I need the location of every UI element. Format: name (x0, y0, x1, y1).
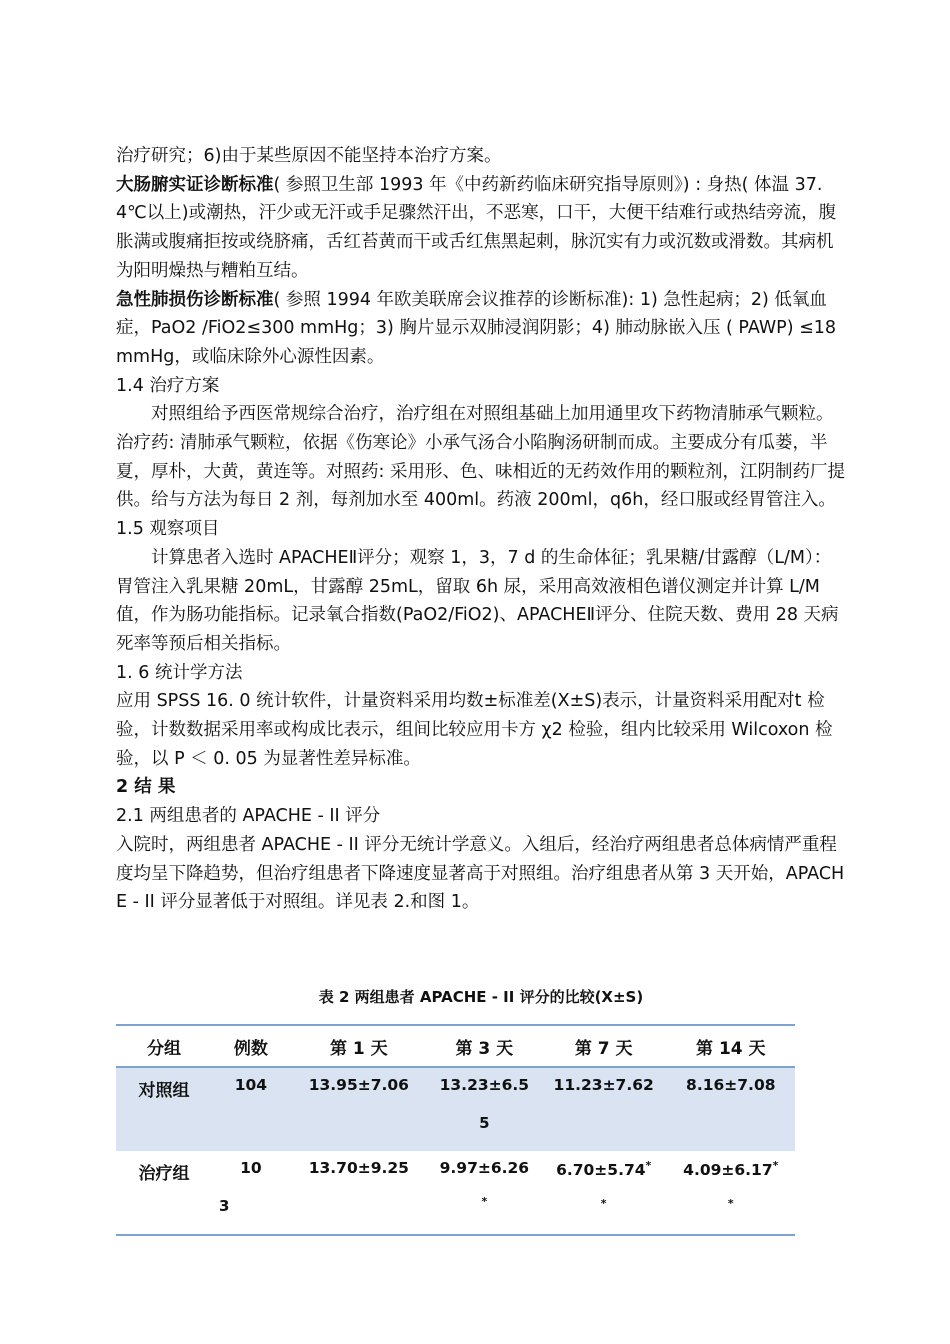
significance-mark: * (600, 1197, 607, 1211)
document-body (116, 142, 846, 917)
section-1-6-heading: 1. 6 统计学方法 (116, 662, 243, 683)
cell-group: 治疗组 (116, 1151, 212, 1235)
section-1-5-heading: 1.5 观察项目 (116, 519, 220, 540)
header-day14: 第 14 天 (667, 1025, 795, 1067)
cell-day3-part1: 13.23±6.5 (439, 1076, 530, 1094)
significance-mark: * (772, 1159, 779, 1172)
cell-day1: 13.70±9.25 (290, 1151, 428, 1235)
header-day7: 第 7 天 (541, 1025, 667, 1067)
header-day1: 第 1 天 (290, 1025, 428, 1067)
cell-day14 (667, 1151, 795, 1235)
paragraph-1: 治疗研究；6)由于某些原因不能坚持本治疗方案。 (116, 146, 502, 166)
cell-count-part2: 3 (219, 1197, 230, 1215)
table-row (116, 1067, 795, 1151)
cell-group: 对照组 (116, 1067, 212, 1151)
cell-day3 (428, 1067, 541, 1151)
dachang-text: ( 参照卫生部 1993 年《中药新药临床研究指导原则》) : 身热( 体温 37. 4℃以上)或潮热，汗少或无汗或手足骤然汗出，不恶寒，口干，大便干结难行或热结旁流，腹胀满或腹痛拒按或绕脐痛，舌红苔黄而干或舌红焦黑起刺，脉沉实有力或沉数或滑数。其病机为阳明燥热与糟粕互结。 (116, 174, 837, 281)
cell-count (212, 1151, 290, 1235)
table-header-row (116, 1025, 795, 1067)
cell-day14-value: 4.09±6.17 (683, 1161, 773, 1180)
cell-day7: 11.23±7.62 (541, 1067, 667, 1151)
cell-count: 104 (212, 1067, 290, 1151)
section-1-6-text: 应用 SPSS 16. 0 统计软件，计量资料采用均数±标准差(X±S)表示，计量资料采用配对t 检验，计数数据采用率或构成比表示，组间比较应用卡方 χ2 检验，组内比较采用 Wilcoxon 检验，以 P ＜ 0. 05 为显著性差异标准。 (116, 691, 833, 769)
section-1-4-heading: 1.4 治疗方案 (116, 375, 220, 396)
paragraph-fei (116, 286, 846, 372)
section-2-1-text: 入院时，两组患者 APACHE - II 评分无统计学意义。入组后，经治疗两组患者总体病情严重程度均呈下降趋势，但治疗组患者下降速度显著高于对照组。治疗组患者从第 3 天开始，APACHE - II 评分显著低于对照组。详见表 2.和图 1。 (116, 834, 845, 913)
header-count: 例数 (212, 1025, 290, 1067)
section-1-4-text: 对照组给予西医常规综合治疗，治疗组在对照组基础上加用通里攻下药物清肺承气颗粒。治疗药: 清肺承气颗粒，依据《伤寒论》小承气汤合小陷胸汤研制而成。主要成分有瓜蒌，半夏，厚朴，大黄，黄连等。对照药: 采用形、色、味相近的无药效作用的颗粒剂，江阴制药厂提供。给与方法为每日 2 剂，每剂加水至 400ml。药液 200ml，q6h，经口服或经胃管注入。 (116, 404, 845, 511)
cell-day7-value: 6.70±5.74 (556, 1161, 646, 1180)
fei-text: ( 参照 1994 年欧美联席会议推荐的诊断标准): 1) 急性起病；2) 低氧血症，PaO2 /FiO2≤300 mmHg；3) 胸片显示双肺浸润阴影；4) 肺动脉嵌入压 ( PAWP) ≤18mmHg，或临床除外心源性因素。 (116, 289, 837, 367)
header-group: 分组 (116, 1025, 212, 1067)
significance-mark: * (645, 1159, 652, 1172)
cell-day3-value: 9.97±6.26 (439, 1159, 530, 1177)
cell-day14: 8.16±7.08 (667, 1067, 795, 1151)
cell-day3-part2: 5 (479, 1114, 490, 1132)
section-1-5-text: 计算患者入选时 APACHEⅡ评分；观察 1，3，7 d 的生命体征；乳果糖/甘露醇（L/M）：胃管注入乳果糖 20mL，甘露醇 25mL，留取 6h 尿，采用高效液相色谱仪测定并计算 L/M 值，作为肠功能指标。记录氧合指数(PaO2/FiO2)、APACHEⅡ评分、住院天数、费用 28 天病死率等预后相关指标。 (116, 547, 839, 654)
header-day3: 第 3 天 (428, 1025, 541, 1067)
significance-mark: * (481, 1195, 488, 1208)
cell-day3 (428, 1151, 541, 1235)
cell-count-part1: 10 (240, 1159, 262, 1177)
paragraph-dachang (116, 171, 846, 286)
dachang-title: 大肠腑实证诊断标准 (116, 174, 274, 195)
table-row (116, 1151, 795, 1235)
section-2-1-heading: 2.1 两组患者的 APACHE - II 评分 (116, 806, 381, 827)
significance-mark: * (727, 1197, 734, 1211)
cell-day1: 13.95±7.06 (290, 1067, 428, 1151)
fei-title: 急性肺损伤诊断标准 (116, 289, 274, 310)
cell-day7 (541, 1151, 667, 1235)
table-caption: 表 2 两组患者 APACHE - II 评分的比较(X±S) (318, 988, 644, 1006)
section-2-heading: 2 结 果 (116, 777, 176, 798)
apache-table (116, 1024, 795, 1236)
